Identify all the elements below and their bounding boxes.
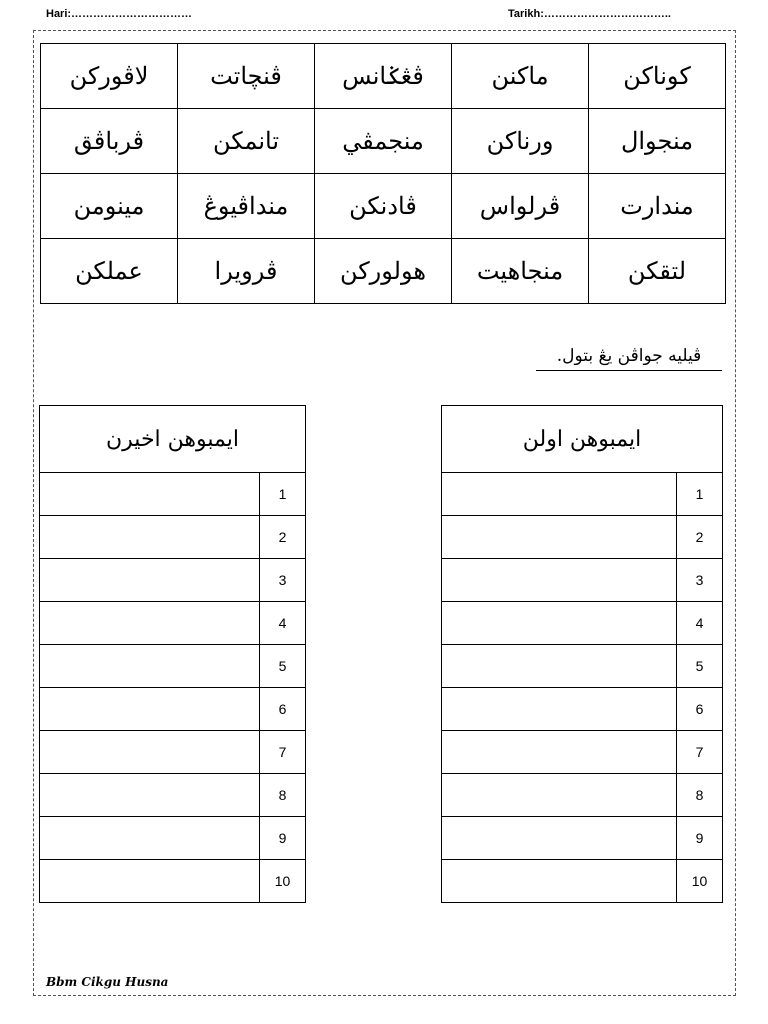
- word-cell: عملکن: [41, 239, 178, 304]
- answer-row: [40, 817, 306, 860]
- answer-row: [40, 860, 306, 903]
- answer-row: [442, 860, 723, 903]
- word-row: [41, 44, 726, 109]
- word-cell: ڤرباڤق: [41, 109, 178, 174]
- answer-row: [442, 602, 723, 645]
- answer-cell[interactable]: [442, 860, 677, 903]
- word-cell: لتقکن: [589, 239, 726, 304]
- word-row: [41, 109, 726, 174]
- answer-row: [442, 817, 723, 860]
- tarikh-field-label: Tarikh:……………………………..: [508, 8, 671, 20]
- answer-cell[interactable]: [40, 645, 260, 688]
- answer-row: [40, 688, 306, 731]
- row-number: 7: [260, 731, 306, 774]
- row-number: 8: [677, 774, 723, 817]
- answer-cell[interactable]: [442, 645, 677, 688]
- answer-cell[interactable]: [40, 860, 260, 903]
- row-number: 5: [677, 645, 723, 688]
- row-number: 6: [677, 688, 723, 731]
- answer-row: [40, 774, 306, 817]
- row-number: 3: [260, 559, 306, 602]
- answer-row: [40, 602, 306, 645]
- row-number: 6: [260, 688, 306, 731]
- word-cell: ورناکن: [452, 109, 589, 174]
- row-number: 10: [260, 860, 306, 903]
- hari-field-label: Hari:……………………………: [46, 8, 193, 20]
- answer-row: [40, 473, 306, 516]
- word-cell: منداڤيوڠ: [178, 174, 315, 239]
- word-cell: منجمڤي: [315, 109, 452, 174]
- answer-row: [40, 516, 306, 559]
- answer-row: [442, 688, 723, 731]
- word-cell: مينومن: [41, 174, 178, 239]
- answer-row: [40, 731, 306, 774]
- word-cell: ڤنچاتت: [178, 44, 315, 109]
- row-number: 3: [677, 559, 723, 602]
- answer-cell[interactable]: [40, 817, 260, 860]
- answer-row: [40, 645, 306, 688]
- row-number: 2: [260, 516, 306, 559]
- answer-cell[interactable]: [442, 473, 677, 516]
- answer-row: [442, 473, 723, 516]
- answer-cell[interactable]: [442, 602, 677, 645]
- answer-cell[interactable]: [442, 774, 677, 817]
- answer-cell[interactable]: [40, 516, 260, 559]
- word-cell: ڤرويرا: [178, 239, 315, 304]
- table-title: ايمبوهن اخيرن: [40, 406, 306, 473]
- answer-cell[interactable]: [40, 688, 260, 731]
- answer-cell[interactable]: [442, 731, 677, 774]
- instruction-text: ڤيليه جواڤن يڠ بتول.: [536, 346, 722, 371]
- row-number: 1: [677, 473, 723, 516]
- answer-cell[interactable]: [442, 817, 677, 860]
- answer-row: [442, 731, 723, 774]
- word-cell: هولورکن: [315, 239, 452, 304]
- word-cell: منجوال: [589, 109, 726, 174]
- row-number: 2: [677, 516, 723, 559]
- answer-table-akhiran: [39, 405, 306, 903]
- footer-credit: Bbm Cikgu Husna: [46, 975, 169, 989]
- answer-cell[interactable]: [442, 516, 677, 559]
- answer-row: [442, 559, 723, 602]
- word-cell: ماکنن: [452, 44, 589, 109]
- row-number: 9: [677, 817, 723, 860]
- word-cell: تانمکن: [178, 109, 315, 174]
- word-grid: [40, 43, 726, 304]
- answer-row: [442, 516, 723, 559]
- answer-cell[interactable]: [40, 731, 260, 774]
- answer-row: [442, 774, 723, 817]
- word-cell: ڤڠݢانس: [315, 44, 452, 109]
- table-title: ايمبوهن اولن: [442, 406, 723, 473]
- row-number: 7: [677, 731, 723, 774]
- answer-table-awalan: [441, 405, 723, 903]
- word-cell: کوناکن: [589, 44, 726, 109]
- word-row: [41, 174, 726, 239]
- word-cell: منجاهيت: [452, 239, 589, 304]
- answer-cell[interactable]: [40, 559, 260, 602]
- row-number: 4: [677, 602, 723, 645]
- answer-row: [442, 645, 723, 688]
- answer-cell[interactable]: [40, 473, 260, 516]
- word-row: [41, 239, 726, 304]
- row-number: 9: [260, 817, 306, 860]
- word-cell: ڤرلواس: [452, 174, 589, 239]
- answer-cell[interactable]: [442, 688, 677, 731]
- row-number: 1: [260, 473, 306, 516]
- answer-cell[interactable]: [40, 602, 260, 645]
- row-number: 4: [260, 602, 306, 645]
- word-cell: لاڤورکن: [41, 44, 178, 109]
- answer-row: [40, 559, 306, 602]
- row-number: 10: [677, 860, 723, 903]
- answer-cell[interactable]: [442, 559, 677, 602]
- row-number: 8: [260, 774, 306, 817]
- row-number: 5: [260, 645, 306, 688]
- answer-cell[interactable]: [40, 774, 260, 817]
- word-cell: مندارت: [589, 174, 726, 239]
- word-cell: ڤادنکن: [315, 174, 452, 239]
